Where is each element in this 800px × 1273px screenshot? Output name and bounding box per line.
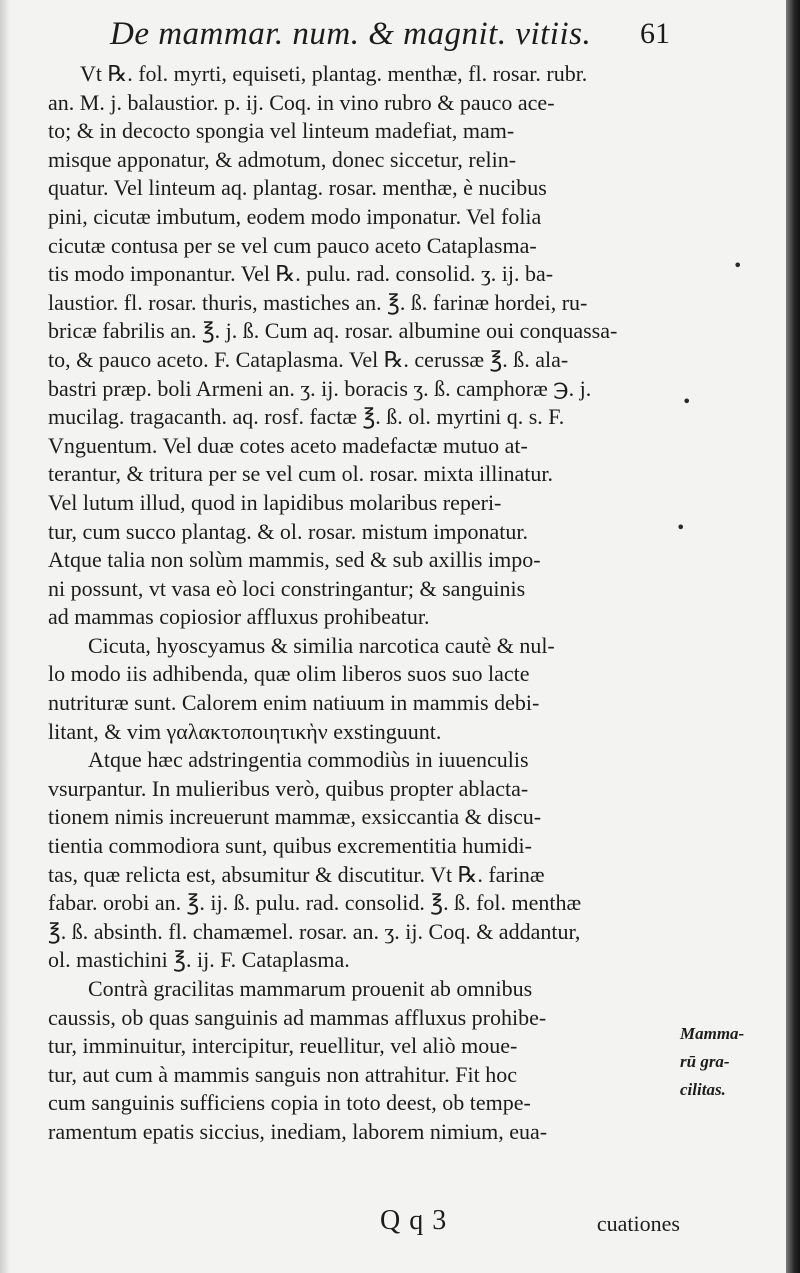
signature-mark: Q q 3 [380,1205,448,1236]
text-line: quatur. Vel linteum aq. plantag. rosar. menthæ, è nucibus [48,175,547,201]
ink-speck: • [682,392,692,411]
gutter-shadow [0,0,10,1273]
ink-speck: • [733,256,743,275]
running-title: De mammar. num. & magnit. vitiis. [110,16,592,52]
text-line: an. M. j. balaustior. p. ij. Coq. in vino rubro & pauco ace- [48,89,555,115]
text-line: to, & pauco aceto. F. Cataplasma. Vel ℞. cerussæ ℥. ß. ala- [48,346,569,372]
text-line: tur, imminuitur, intercipitur, reuellitur, vel aliò moue- [48,1033,518,1059]
text-line: tur, cum succo plantag. & ol. rosar. mistum imponatur. [48,518,528,544]
text-line: ol. mastichini ℥. ij. F. Cataplasma. [48,947,350,973]
text-line: ni possunt, vt vasa eò loci constringantur; & sanguinis [48,575,526,601]
text-line: litant, & vim γαλακτοποιητικὴν exstinguunt. [48,718,442,744]
text-line: ad mammas copiosior affluxus prohibeatur. [48,604,430,630]
body-text [48,60,678,1147]
margin-note-line: rū gra- [680,1052,730,1071]
text-line: vsurpantur. In mulieribus verò, quibus propter ablacta- [48,775,529,801]
catchword: cuationes [596,1211,680,1236]
text-line: bricæ fabrilis an. ℥. j. ß. Cum aq. rosar. albumine oui conquassa- [48,318,618,344]
margin-note-line: cilitas. [680,1080,726,1099]
text-line: lo modo iis adhibenda, quæ olim liberos suos suo lacte [48,661,530,687]
page-footer [380,1205,680,1241]
text-line: Vel lutum illud, quod in lapidibus molaribus reperi- [48,489,502,515]
text-line: Atque hæc adstringentia commodiùs in iuuenculis [88,747,529,773]
text-line: Contrà gracilitas mammarum prouenit ab omnibus [88,976,533,1001]
text-line: Vt ℞. fol. myrti, equiseti, plantag. menthæ, fl. rosar. rubr. [80,61,588,86]
text-line: tur, aut cum à mammis sanguis non attrahitur. Fit hoc [48,1061,517,1087]
text-line: to; & in decocto spongia vel linteum madefiat, mam- [48,118,515,144]
text-line: ramentum epatis siccius, inediam, laborem nimium, eua- [48,1118,548,1144]
text-line: tientia commodiora sunt, quibus excrementitia humidi- [48,833,532,859]
text-line: laustior. fl. rosar. thuris, mastiches an. ℥. ß. farinæ hordei, ru- [48,289,588,315]
text-line: misque apponatur, & admotum, donec siccetur, relin- [48,146,517,172]
margin-note [680,1020,770,1104]
text-line: Atque talia non solùm mammis, sed & sub axillis impo- [48,547,541,573]
text-line: mucilag. tragacanth. aq. rosf. factæ ℥. ß. ol. myrtini q. s. F. [48,404,565,430]
ink-speck: • [676,518,686,537]
text-line: tionem nimis increuerunt mammæ, exsiccantia & discu- [48,804,542,830]
text-line: Cicuta, hyoscyamus & similia narcotica cautè & nul- [88,632,555,658]
text-line: pini, cicutæ imbutum, eodem modo imponatur. Vel folia [48,203,542,229]
text-line: Vnguentum. Vel duæ cotes aceto madefactæ mutuo at- [48,432,528,458]
page-edge [786,0,800,1273]
text-line: cicutæ contusa per se vel cum pauco aceto Cataplasma- [48,232,537,258]
page-number: 61 [640,17,670,50]
text-line: caussis, ob quas sanguinis ad mammas affluxus prohibe- [48,1004,547,1030]
text-line: tas, quæ relicta est, absumitur & discutitur. Vt ℞. farinæ [48,861,545,887]
text-line: fabar. orobi an. ℥. ij. ß. pulu. rad. consolid. ℥. ß. fol. menthæ [48,890,582,916]
page-header [110,12,670,56]
text-line: nutrituræ sunt. Calorem enim natiuum in mammis debi- [48,690,540,716]
text-line: bastri præp. boli Armeni an. ʒ. ij. boracis ʒ. ß. camphoræ ℈. j. [48,375,592,401]
text-line: terantur, & tritura per se vel cum ol. rosar. mixta illinatur. [48,461,553,487]
text-line: ℥. ß. absinth. fl. chamæmel. rosar. an. ʒ. ij. Coq. & addantur, [48,918,581,944]
margin-note-line: Mamma- [680,1024,745,1043]
text-line: cum sanguinis sufficiens copia in toto deest, ob tempe- [48,1090,531,1116]
text-line: tis modo imponantur. Vel ℞. pulu. rad. consolid. ʒ. ij. ba- [48,261,554,287]
